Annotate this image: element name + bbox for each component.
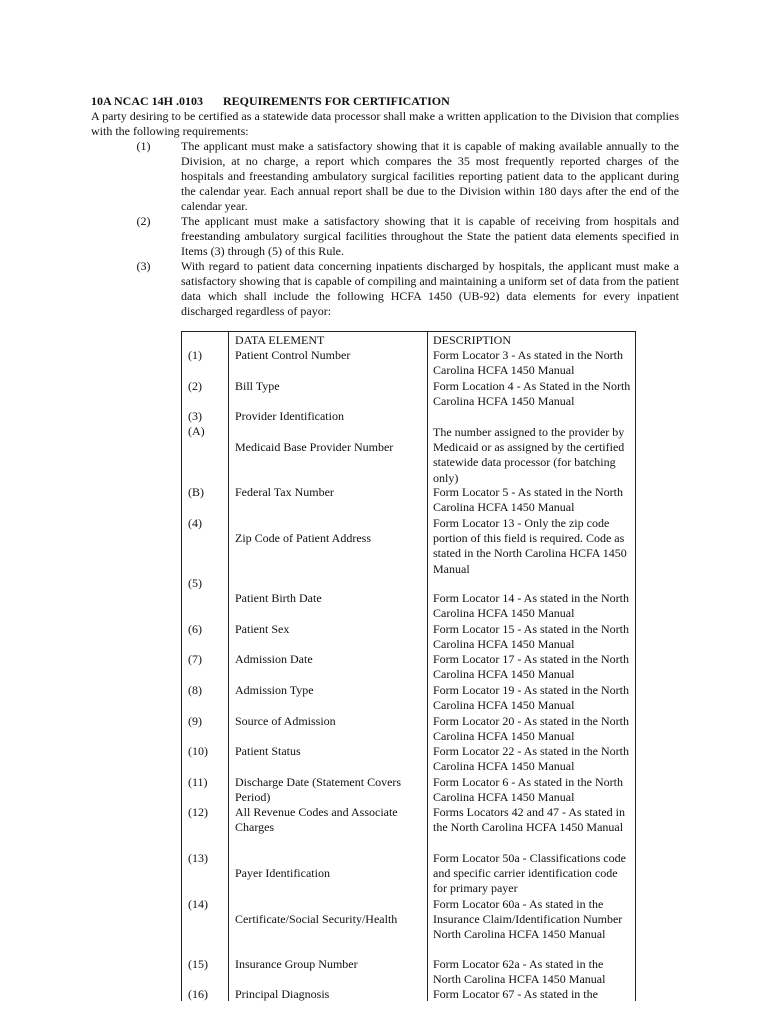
row-number: (3) [188, 409, 202, 423]
row-element: Certificate/Social Security/Health [235, 912, 398, 926]
row-description: The number assigned to the provider by Medicaid or as assigned by the certified statewide data processor (for batching only) [433, 425, 625, 485]
requirement-text: The applicant must make a satisfactory showing that it is capable of making available annually to the Division, at no charge, a report which compares the 35 most frequently reported charges of the hospitals and freestanding ambulatory surgical facilities reporting patient data to the applicant during the calendar year. Each annual report shall be due to the Division within 180 days after the end of the calendar year. [181, 139, 679, 213]
row-number: (11) [188, 775, 208, 789]
requirements-list [91, 139, 679, 319]
row-element: Zip Code of Patient Address [235, 531, 371, 545]
header-description: DESCRIPTION [433, 333, 512, 347]
row-description: Form Locator 15 - As stated in the North Carolina HCFA 1450 Manual [433, 622, 629, 652]
row-element: Bill Type [235, 379, 280, 393]
row-number: (14) [188, 897, 208, 911]
row-element: All Revenue Codes and Associate Charges [235, 805, 398, 835]
row-element: Insurance Group Number [235, 957, 358, 971]
row-number: (A) [188, 424, 205, 438]
header-data-element: DATA ELEMENT [235, 333, 325, 347]
row-element: Admission Type [235, 683, 314, 697]
row-number: (B) [188, 485, 204, 499]
row-description: Form Locator 6 - As stated in the North Carolina HCFA 1450 Manual [433, 775, 623, 805]
row-number: (7) [188, 652, 202, 666]
row-description: Form Locator 60a - As stated in the Insurance Claim/Identification Number North Carolina HCFA 1450 Manual [433, 897, 623, 942]
row-number: (10) [188, 744, 208, 758]
requirement-text: With regard to patient data concerning inpatients discharged by hospitals, the applicant must make a satisfactory showing that is capable of compiling and maintaining a uniform set of data from the patient data which shall include the following HCFA 1450 (UB-92) data elements for every inpatient discharged regardless of payor: [181, 259, 679, 318]
row-description: Form Locator 20 - As stated in the North Carolina HCFA 1450 Manual [433, 714, 629, 744]
rule-title: REQUIREMENTS FOR CERTIFICATION [223, 94, 450, 108]
row-number: (4) [188, 516, 202, 530]
requirement-number: (1) [136, 139, 151, 153]
row-element: Patient Status [235, 744, 301, 758]
row-description: Form Locator 22 - As stated in the North Carolina HCFA 1450 Manual [433, 744, 629, 774]
row-description: Form Locator 17 - As stated in the North Carolina HCFA 1450 Manual [433, 652, 629, 682]
requirement-number: (2) [136, 214, 151, 228]
row-element: Provider Identification [235, 409, 344, 423]
column-divider [427, 332, 428, 1001]
row-number: (8) [188, 683, 202, 697]
rule-heading [91, 94, 679, 109]
row-description: Form Locator 14 - As stated in the North Carolina HCFA 1450 Manual [433, 591, 629, 621]
row-number: (13) [188, 851, 208, 865]
row-description: Form Locator 67 - As stated in the [433, 987, 598, 1001]
row-element: Patient Birth Date [235, 591, 322, 605]
row-number: (1) [188, 348, 202, 362]
row-element: Payer Identification [235, 866, 330, 880]
row-number: (15) [188, 957, 208, 971]
rule-code: 10A NCAC 14H .0103 [91, 94, 204, 108]
row-description: Form Locator 5 - As stated in the North Carolina HCFA 1450 Manual [433, 485, 623, 515]
row-element: Patient Sex [235, 622, 290, 636]
intro-paragraph: A party desiring to be certified as a statewide data processor shall make a written application to the Division that complies with the following requirements: [91, 109, 679, 138]
row-element: Admission Date [235, 652, 313, 666]
column-divider [228, 332, 229, 1001]
requirement-item [91, 214, 679, 259]
row-number: (6) [188, 622, 202, 636]
row-element: Federal Tax Number [235, 485, 334, 499]
row-description: Form Locator 13 - Only the zip code portion of this field is required. Code as stated in the North Carolina HCFA 1450 Manual [433, 516, 627, 576]
row-description: Form Locator 50a - Classifications code and specific carrier identification code for primary payer [433, 851, 626, 896]
data-elements-table [181, 331, 636, 1001]
row-description: Form Locator 3 - As stated in the North Carolina HCFA 1450 Manual [433, 348, 623, 378]
requirement-text: The applicant must make a satisfactory showing that it is capable of receiving from hospitals and freestanding ambulatory surgical facilities throughout the State the patient data elements specified in Items (3) through (5) of this Rule. [181, 214, 679, 258]
row-number: (9) [188, 714, 202, 728]
row-number: (2) [188, 379, 202, 393]
document-page [91, 94, 679, 319]
row-number: (12) [188, 805, 208, 819]
row-element: Discharge Date (Statement Covers Period) [235, 775, 402, 805]
row-number: (16) [188, 987, 208, 1001]
row-description: Form Location 4 - As Stated in the North Carolina HCFA 1450 Manual [433, 379, 631, 409]
row-element: Patient Control Number [235, 348, 351, 362]
requirement-item [91, 139, 679, 214]
row-element: Source of Admission [235, 714, 336, 728]
requirement-item [91, 259, 679, 319]
row-element: Medicaid Base Provider Number [235, 440, 394, 454]
requirement-number: (3) [136, 259, 151, 273]
row-description: Form Locator 19 - As stated in the North Carolina HCFA 1450 Manual [433, 683, 629, 713]
row-element: Principal Diagnosis [235, 987, 330, 1001]
row-description: Forms Locators 42 and 47 - As stated in the North Carolina HCFA 1450 Manual [433, 805, 625, 835]
row-description: Form Locator 62a - As stated in the North Carolina HCFA 1450 Manual [433, 957, 606, 987]
row-number: (5) [188, 576, 202, 590]
